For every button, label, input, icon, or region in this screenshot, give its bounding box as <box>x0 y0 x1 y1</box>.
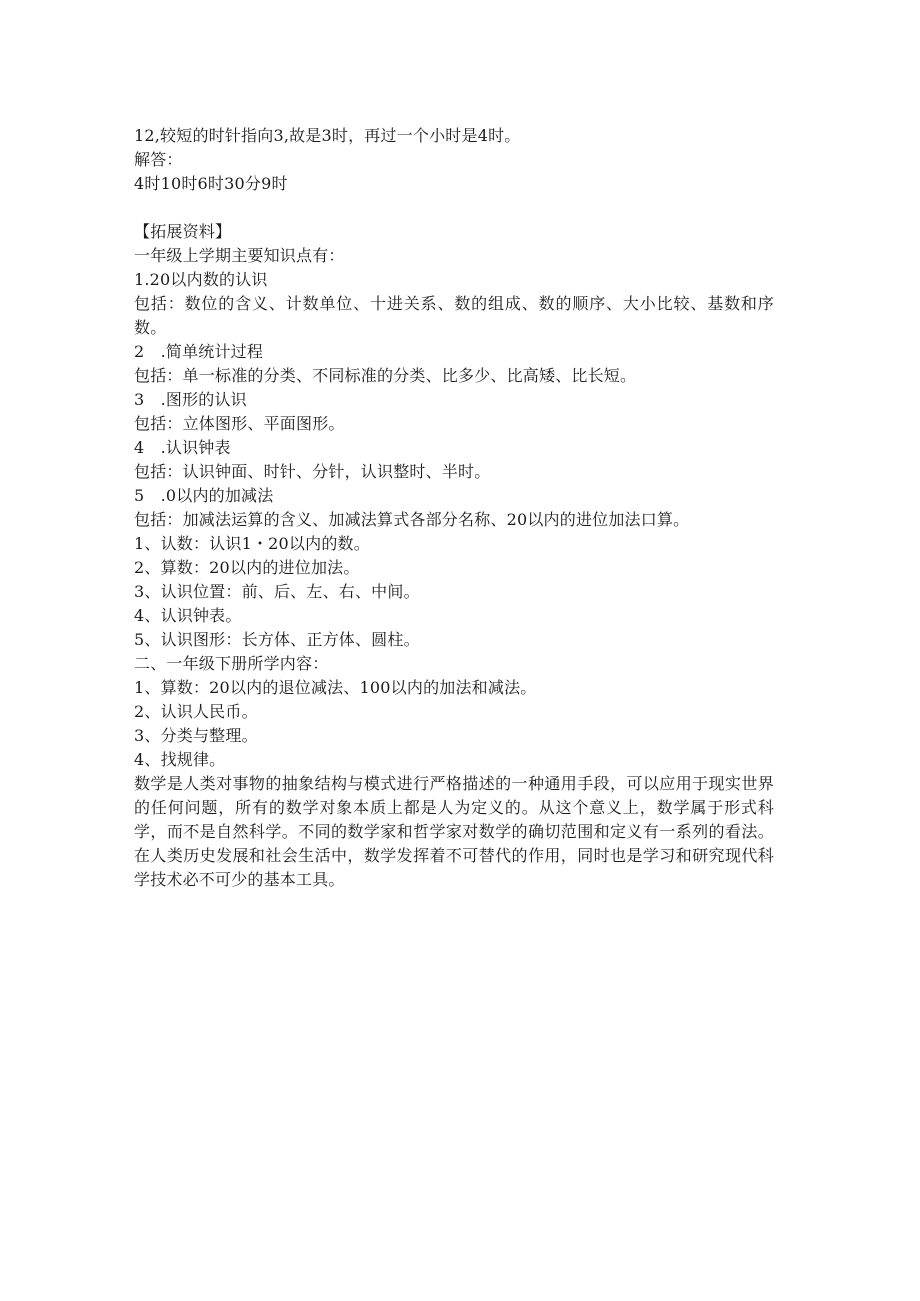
list-item: 5、认识图形：长方体、正方体、圆柱。 <box>134 630 420 649</box>
answer-label: 解答： <box>134 150 183 169</box>
second-term-title: 二、一年级下册所学内容： <box>134 654 329 673</box>
topic-detail: 包括：认识钟面、时针、分针，认识整时、半时。 <box>134 462 491 481</box>
intro-line: 一年级上学期主要知识点有： <box>134 246 345 265</box>
topic-heading: 4 .认识钟表 <box>134 438 231 457</box>
list-item: 3、认识位置：前、后、左、右、中间。 <box>134 582 420 601</box>
list-item: 4、认识钟表。 <box>134 606 242 625</box>
list-item: 2、认识人民币。 <box>134 702 258 721</box>
list-item: 1、算数：20以内的退位减法、100以内的加法和减法。 <box>134 678 537 697</box>
list-item: 3、分类与整理。 <box>134 726 258 745</box>
section-title: 【拓展资料】 <box>134 222 232 241</box>
topic-heading: 1.20以内数的认识 <box>134 270 268 289</box>
list-item: 2、算数：20以内的进位加法。 <box>134 558 360 577</box>
topic-detail: 包括：立体图形、平面图形。 <box>134 414 345 433</box>
first-term-list <box>134 532 774 652</box>
topic-list <box>134 268 774 532</box>
topic-heading: 5 .0以内的加减法 <box>134 486 274 505</box>
topic-heading: 3 .图形的认识 <box>134 390 247 409</box>
topic-detail: 包括：单一标准的分类、不同标准的分类、比多少、比高矮、比长短。 <box>134 366 637 385</box>
topic-detail: 包括：数位的含义、计数单位、十进关系、数的组成、数的顺序、大小比较、基数和序数。 <box>134 294 774 337</box>
spacer <box>134 196 774 220</box>
document-body <box>134 124 774 892</box>
topic-heading: 2 .简单统计过程 <box>134 342 264 361</box>
closing-paragraph: 数学是人类对事物的抽象结构与模式进行严格描述的一种通用手段，可以应用于现实世界的任何问题，所有的数学对象本质上都是人为定义的。从这个意义上，数学属于形式科学，而不是自然科学。不同的数学家和哲学家对数学的确切范围和定义有一系列的看法。在人类历史发展和社会生活中，数学发挥着不可替代的作用，同时也是学习和研究现代科学技术必不可少的基本工具。 <box>134 774 774 889</box>
solution-explanation: 12,较短的时针指向3,故是3时，再过一个小时是4时。 <box>134 126 521 145</box>
second-term-list <box>134 676 774 772</box>
answer-values: 4时10时6时30分9时 <box>134 174 288 193</box>
topic-detail: 包括：加减法运算的含义、加减法算式各部分名称、20以内的进位加法口算。 <box>134 510 690 529</box>
list-item: 4、找规律。 <box>134 750 226 769</box>
list-item: 1、认数：认识1・20以内的数。 <box>134 534 370 553</box>
